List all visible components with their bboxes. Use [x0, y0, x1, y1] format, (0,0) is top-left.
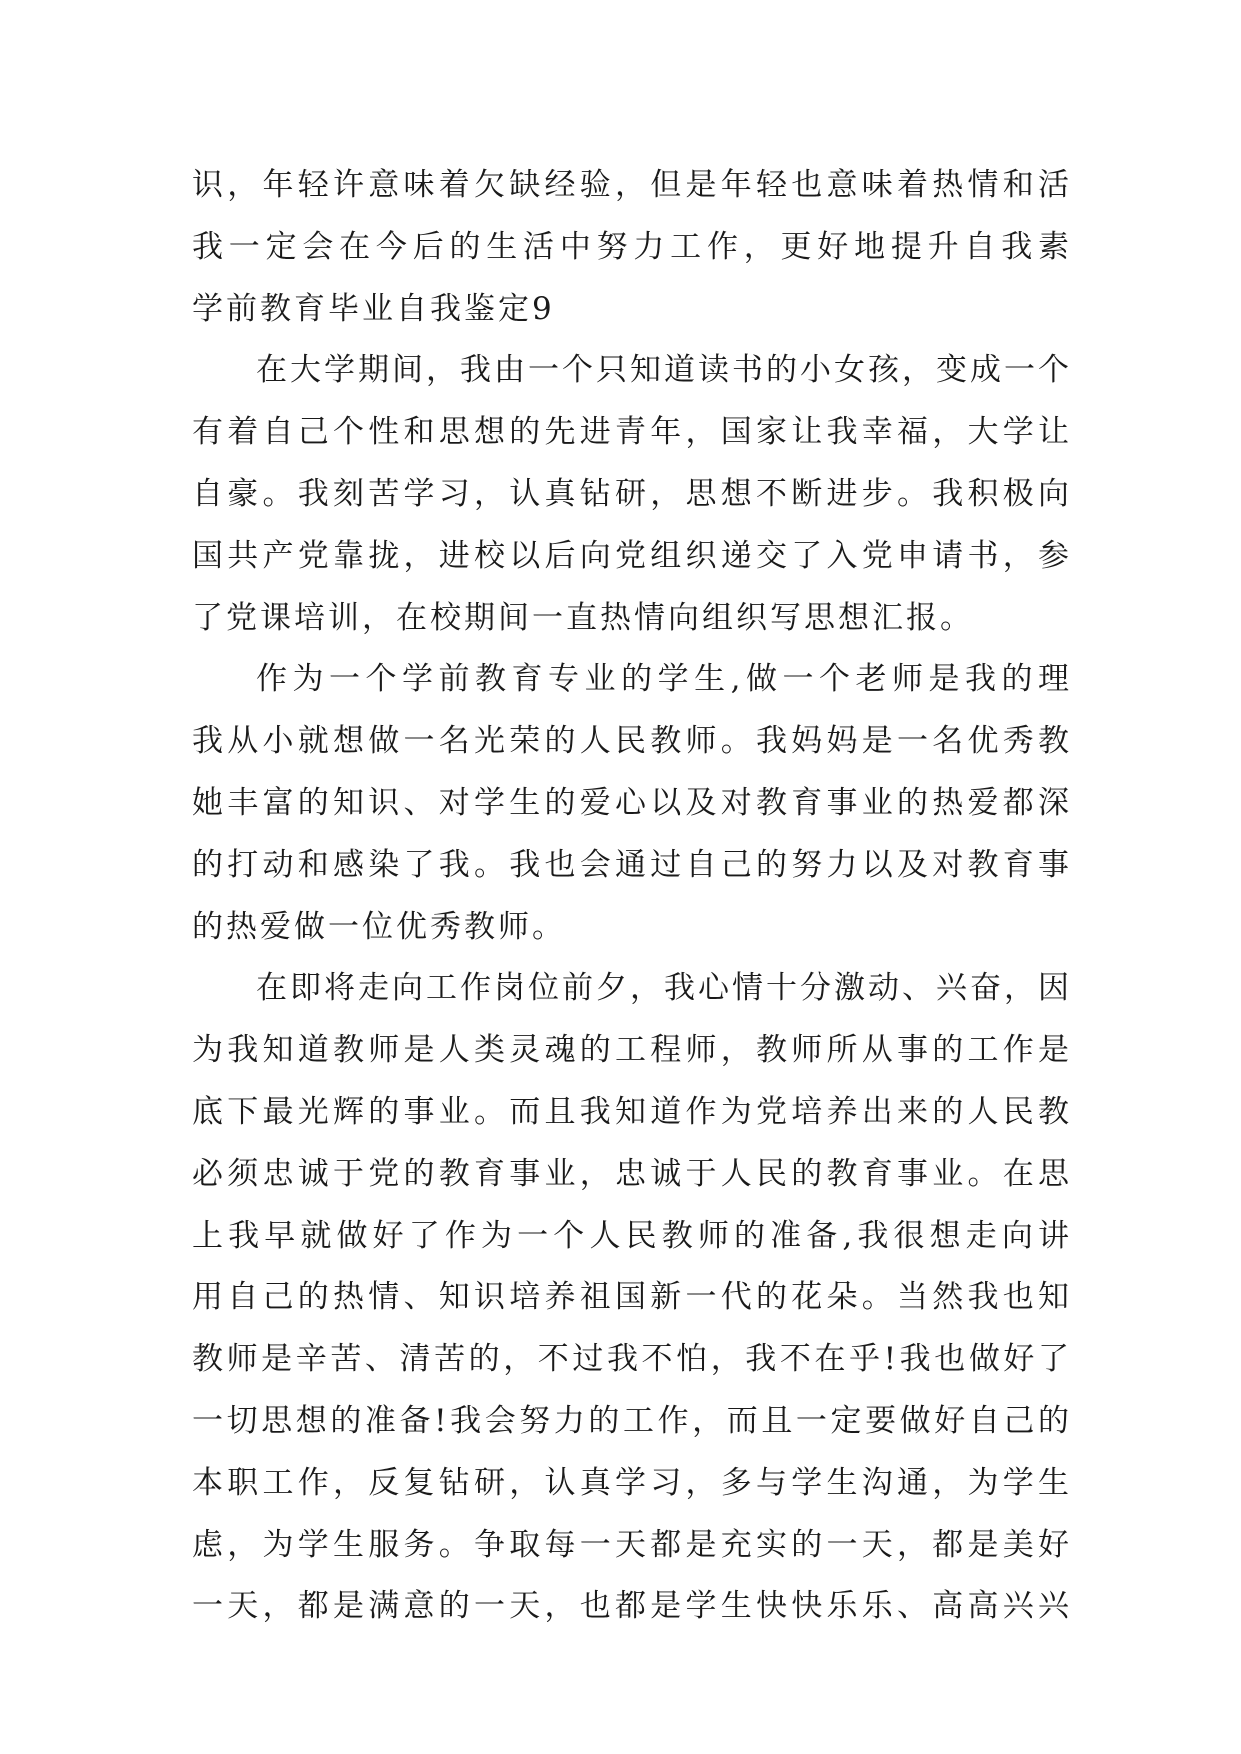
text-line: 上我早就做好了作为一个人民教师的准备,我很想走向讲 — [192, 1217, 1072, 1254]
text-line: 底下最光辉的事业。而且我知道作为党培养出来的人民教 — [192, 1093, 1072, 1130]
paragraph-last-line: 了党课培训，在校期间一直热情向组织写思想汇报。 — [192, 599, 974, 636]
text-line: 为我知道教师是人类灵魂的工程师，教师所从事的工作是 — [192, 1032, 1072, 1069]
text-line: 国共产党靠拢，进校以后向党组织递交了入党申请书，参 — [192, 537, 1072, 574]
document-body — [192, 155, 1072, 1638]
paragraph-last-line: 的热爱做一位优秀教师。 — [192, 908, 566, 945]
text-line: 本职工作，反复钻研，认真学习，多与学生沟通，为学生 — [192, 1464, 1072, 1501]
text-line: 我一定会在今后的生活中努力工作，更好地提升自我素 — [192, 228, 1072, 265]
paragraph-first-line: 在大学期间，我由一个只知道读书的小女孩，变成一个 — [256, 352, 1072, 389]
paragraph-first-line: 作为一个学前教育专业的学生,做一个老师是我的理 — [256, 661, 1072, 698]
text-line: 我从小就想做一名光荣的人民教师。我妈妈是一名优秀教 — [192, 723, 1072, 760]
text-line: 自豪。我刻苦学习，认真钻研，思想不断进步。我积极向 — [192, 475, 1072, 512]
text-line: 的打动和感染了我。我也会通过自己的努力以及对教育事 — [192, 846, 1072, 883]
text-line: 一切思想的准备!我会努力的工作，而且一定要做好自己的 — [192, 1402, 1072, 1439]
text-line: 必须忠诚于党的教育事业，忠诚于人民的教育事业。在思 — [192, 1155, 1072, 1192]
paragraph-first-line: 在即将走向工作岗位前夕，我心情十分激动、兴奋，因 — [256, 970, 1072, 1007]
text-line: 有着自己个性和思想的先进青年，国家让我幸福，大学让 — [192, 414, 1072, 451]
text-line: 她丰富的知识、对学生的爱心以及对教育事业的热爱都深 — [192, 784, 1072, 821]
text-line: 用自己的热情、知识培养祖国新一代的花朵。当然我也知 — [192, 1279, 1072, 1316]
section-heading: 学前教育毕业自我鉴定9 — [192, 290, 555, 327]
text-line: 教师是辛苦、清苦的，不过我不怕，我不在乎!我也做好了 — [192, 1341, 1072, 1378]
text-line: 一天，都是满意的一天，也都是学生快快乐乐、高高兴兴 — [192, 1588, 1072, 1625]
text-line: 虑，为学生服务。争取每一天都是充实的一天，都是美好 — [192, 1526, 1072, 1563]
text-line: 识，年轻许意味着欠缺经验，但是年轻也意味着热情和活 — [192, 167, 1072, 203]
